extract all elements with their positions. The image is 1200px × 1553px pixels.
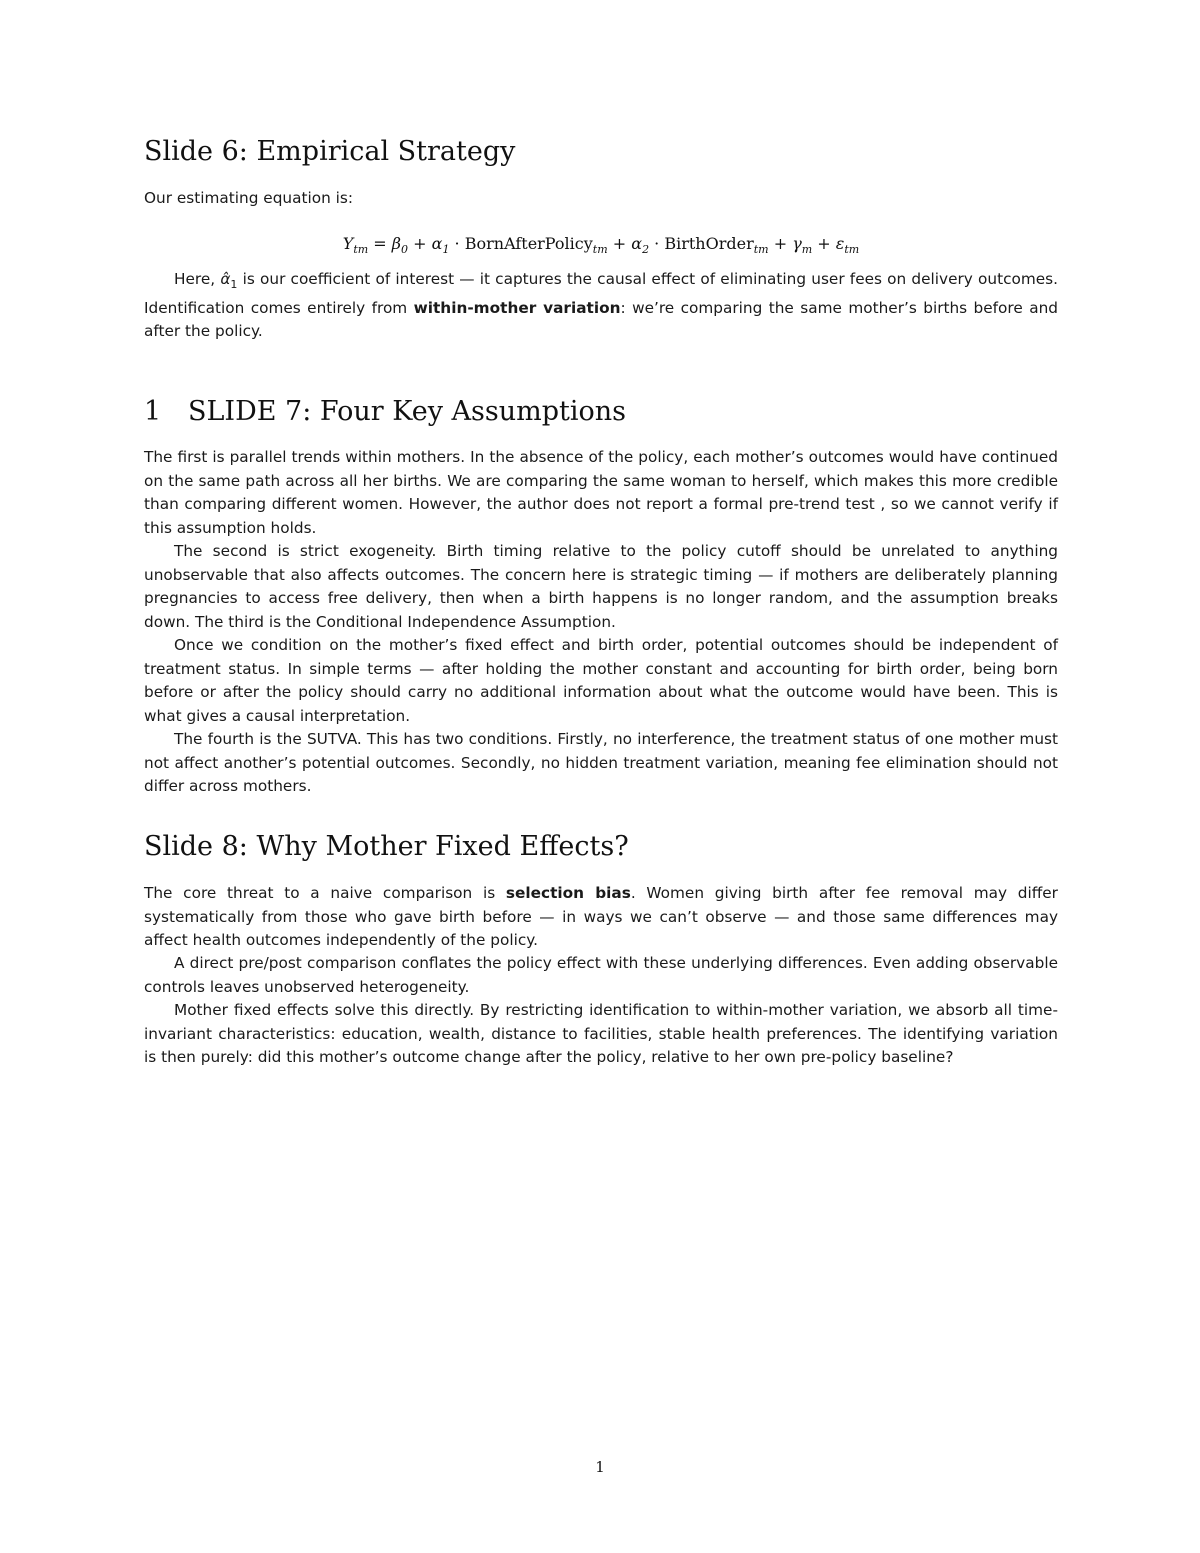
assumption-parallel-trends: The first is parallel trends within mothers. In the absence of the policy, each mother’s outcomes would have continued on the same path across all her births. We are comparing the same woman to herself, which makes this more credible than comparing different women. However, the author does not report a formal pre-trend test , so we cannot verify if this assumption holds. <box>144 448 1058 537</box>
page-number: 1 <box>595 1458 605 1476</box>
slide6-intro: Our estimating equation is: <box>144 189 354 207</box>
slide8-paragraph-2: A direct pre/post comparison conflates the policy effect with these underlying differences. Even adding observable controls leaves unobserved heterogeneity. <box>144 954 1058 996</box>
slide6-paragraph: Here, $\alphâ_1$ is our coefficient of interest — it captures the causal effect of eliminating user fees on delivery outcomes. Identification comes entirely from within-mother variation: we’re comparing the same mother’s births before and after the policy. <box>144 270 1058 341</box>
section-number: 1 <box>144 396 162 427</box>
slide6-heading: Slide 6: Empirical Strategy <box>144 136 516 167</box>
slide8-paragraph-3: Mother fixed effects solve this directly. By restricting identification to within-mother variation, we absorb all time-invariant characteristics: education, wealth, distance to facilities, stable health preferences. The identifying variation is then purely: did this mother’s outcome change after the policy, relative to her own pre-policy baseline? <box>144 1001 1058 1066</box>
assumption-conditional-independence: Once we condition on the mother’s fixed effect and birth order, potential outcomes should be independent of treatment status. In simple terms — after holding the mother constant and accounting for birth order, being born before or after the policy should carry no additional information about what the outcome would have been. This is what gives a causal interpretation. <box>144 636 1058 725</box>
assumption-sutva: The fourth is the SUTVA. This has two conditions. Firstly, no interference, the treatment status of one mother must not affect another’s potential outcomes. Secondly, no hidden treatment variation, meaning fee elimination should not differ across mothers. <box>144 730 1058 795</box>
estimating-equation: $Y_{tm} = \beta_0 + \alpha_1$ · BornAfterPolicy$_{tm}$ + $\alpha_2$ · BirthOrder$_{tm}$ + $\gamma_m + \varepsilon_{tm}$ <box>342 234 860 257</box>
slide8-heading: Slide 8: Why Mother Fixed Effects? <box>144 831 629 862</box>
slide8-paragraph-1: The core threat to a naive comparison is selection bias. Women giving birth after fee removal may differ systematically from those who gave birth before — in ways we can’t observe — and those same differences may affect health outcomes independently of the policy. <box>144 884 1058 949</box>
assumption-strict-exogeneity: The second is strict exogeneity. Birth timing relative to the policy cutoff should be unrelated to anything unobservable that also affects outcomes. The concern here is strategic timing — if mothers are deliberately planning pregnancies to access free delivery, then when a birth happens is no longer random, and the assumption breaks down. The third is the Conditional Independence Assumption. <box>144 542 1058 631</box>
section1-heading: 1 SLIDE 7: Four Key Assumptions <box>144 396 627 427</box>
